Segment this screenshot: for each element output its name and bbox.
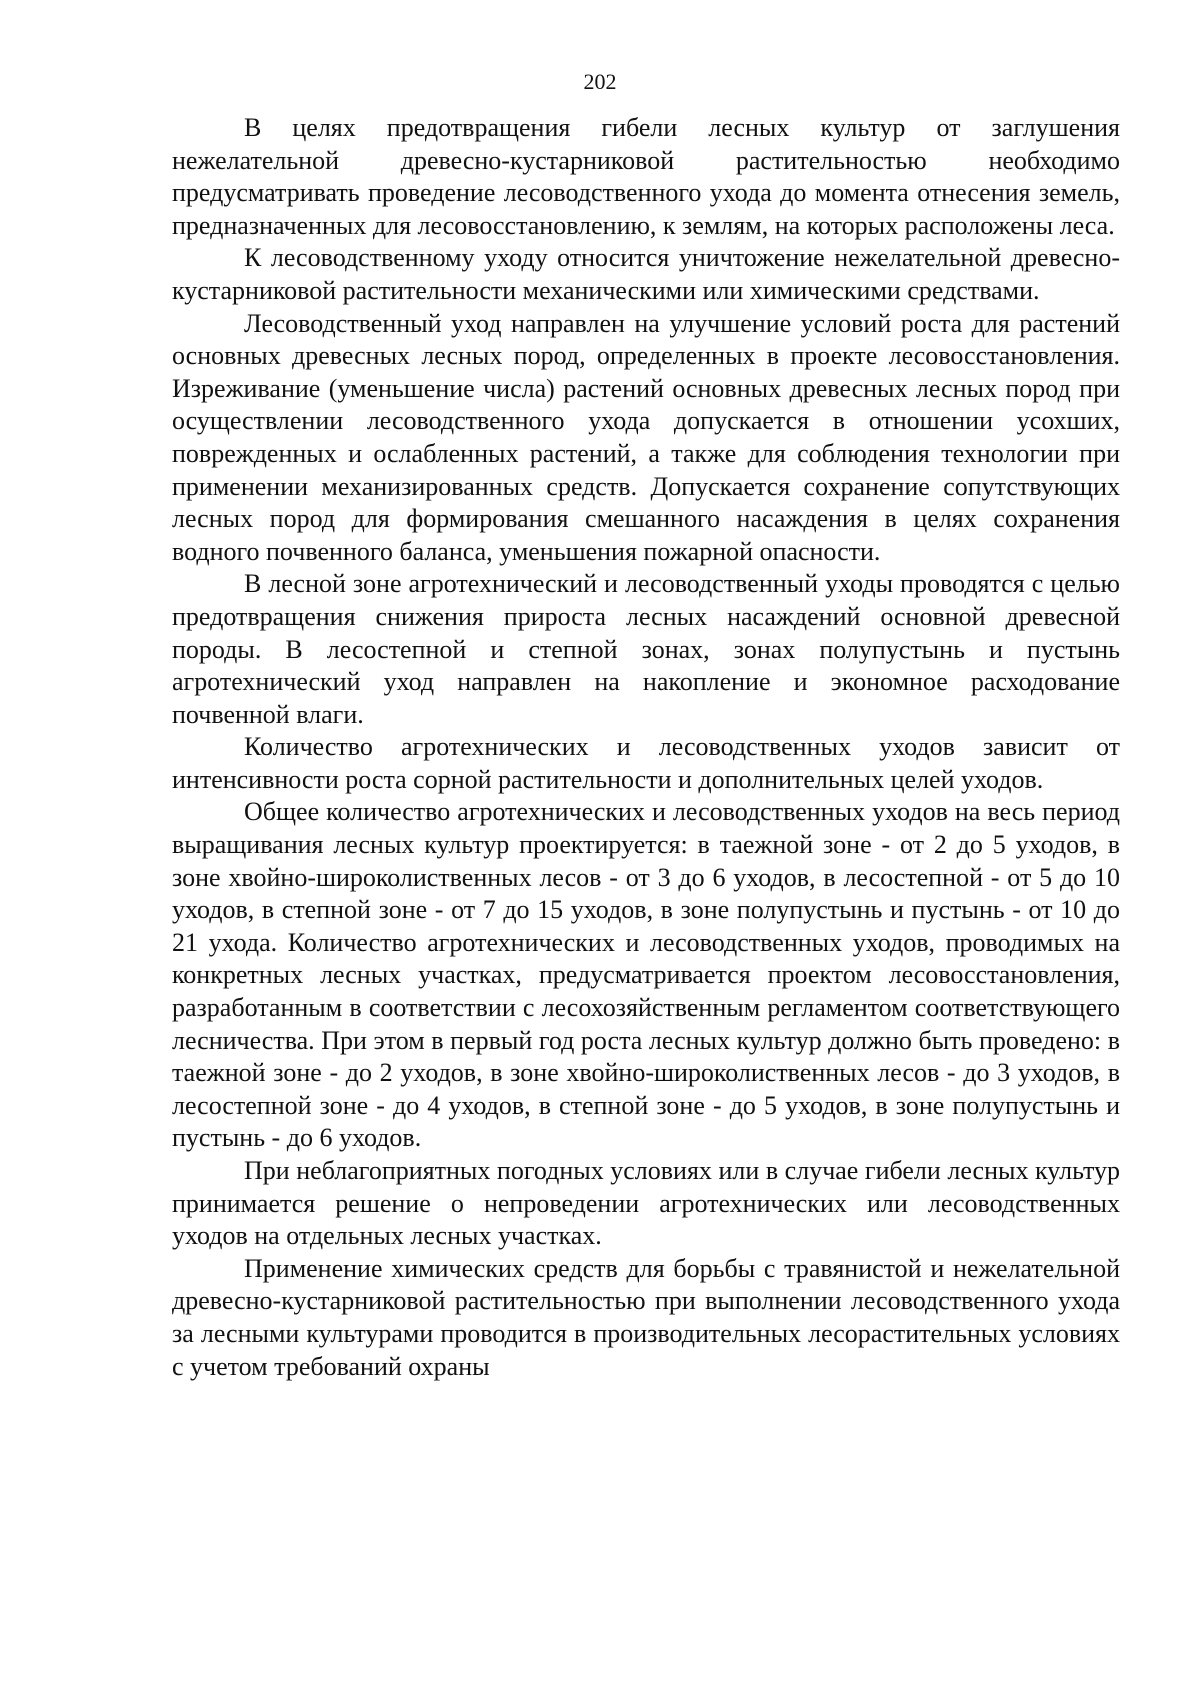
paragraph-2: К лесоводственному уходу относится уничтожение нежелательной древесно-кустарниковой растительности механическими или химическими средствами. [172,243,1120,305]
paragraph-7: При неблагоприятных погодных условиях или в случае гибели лесных культур принимается решение о непроведении агротехнических или лесоводственных уходов на отдельных лесных участках. [172,1156,1120,1251]
page-number: 202 [583,69,617,94]
paragraph-5: Количество агротехнических и лесоводственных уходов зависит от интенсивности роста сорной растительности и дополнительных целей уходов. [172,732,1120,794]
paragraph-3: Лесоводственный уход направлен на улучшение условий роста для растений основных древесных лесных пород, определенных в проекте лесовосстановления. Изреживание (уменьшение числа) растений основных древесных лесных пород при осуществлении лесоводственного ухода допускается в отношении усохших, поврежденных и ослабленных растений, а также для соблюдения технологии при применении механизированных средств. Допускается сохранение сопутствующих лесных пород для формирования смешанного насаждения в целях сохранения водного почвенного баланса, уменьшения пожарной опасности. [172,308,1120,566]
paragraph-6: Общее количество агротехнических и лесоводственных уходов на весь период выращивания лесных культур проектируется: в таежной зоне - от 2 до 5 уходов, в зоне хвойно-широколиственных лесов - от 3 до 6 уходов, в лесостепной - от 5 до 10 уходов, в степной зоне - от 7 до 15 уходов, в зоне полупустынь и пустынь - от 10 до 21 ухода. Количество агротехнических и лесоводственных уходов, проводимых на конкретных лесных участках, предусматривается проектом лесовосстановления, разработанным в соответствии с лесохозяйственным регламентом соответствующего лесничества. При этом в первый год роста лесных культур должно быть проведено: в таежной зоне - до 2 уходов, в зоне хвойно-широколиственных лесов - до 3 уходов, в лесостепной зоне - до 4 уходов, в степной зоне - до 5 уходов, в зоне полупустынь и пустынь - до 6 уходов. [172,797,1120,1153]
document-body [172,112,1120,1383]
paragraph-8: Применение химических средств для борьбы с травянистой и нежелательной древесно-кустарниковой растительностью при выполнении лесоводственного ухода за лесными культурами проводится в производительных лесорастительных условиях с учетом требований охраны [172,1253,1120,1381]
paragraph-1: В целях предотвращения гибели лесных культур от заглушения нежелательной древесно-кустарниковой растительностью необходимо предусматривать проведение лесоводственного ухода до момента отнесения земель, предназначенных для лесовосстановлению, к землям, на которых расположены леса. [172,113,1120,240]
paragraph-4: В лесной зоне агротехнический и лесоводственный уходы проводятся с целью предотвращения снижения прироста лесных насаждений основной древесной породы. В лесостепной и степной зонах, зонах полупустынь и пустынь агротехнический уход направлен на накопление и экономное расходование почвенной влаги. [172,569,1120,729]
